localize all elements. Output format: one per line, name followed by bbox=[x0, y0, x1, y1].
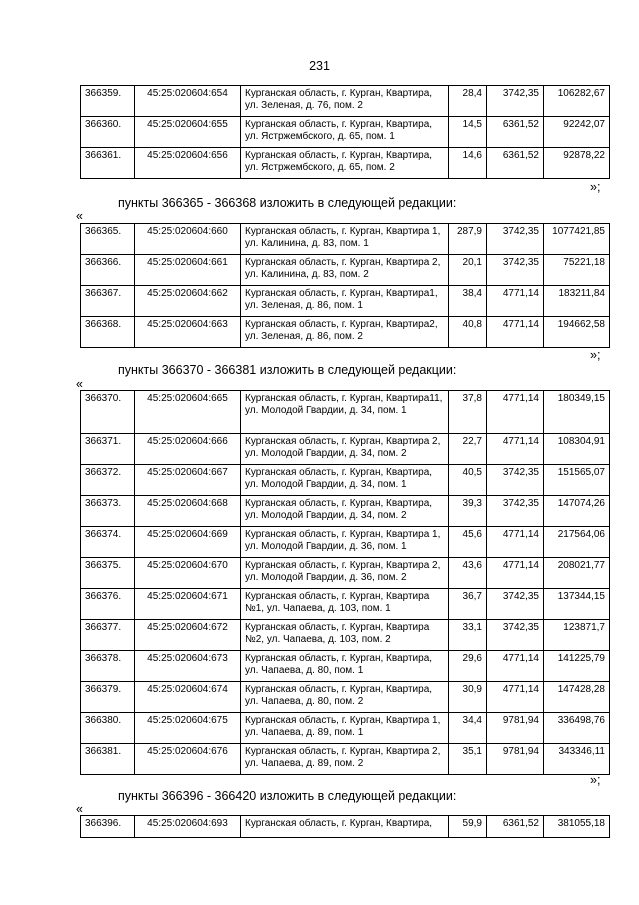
cadastral-number: 45:25:020604:666 bbox=[135, 434, 241, 465]
price: 6361,52 bbox=[487, 117, 544, 148]
table-row bbox=[81, 117, 610, 148]
price: 3742,35 bbox=[487, 589, 544, 620]
area: 28,4 bbox=[449, 86, 487, 117]
price: 4771,14 bbox=[487, 434, 544, 465]
price: 3742,35 bbox=[487, 255, 544, 286]
row-number: 366371. bbox=[81, 434, 135, 465]
table-section-3 bbox=[80, 390, 610, 775]
price: 3742,35 bbox=[487, 465, 544, 496]
area: 40,8 bbox=[449, 317, 487, 348]
area: 38,4 bbox=[449, 286, 487, 317]
total-value: 92878,22 bbox=[544, 148, 610, 179]
area: 30,9 bbox=[449, 682, 487, 713]
cadastral-number: 45:25:020604:662 bbox=[135, 286, 241, 317]
table-row bbox=[81, 465, 610, 496]
price: 3742,35 bbox=[487, 224, 544, 255]
row-number: 366380. bbox=[81, 713, 135, 744]
section-heading: пункты 366396 - 366420 изложить в следующей редакции: bbox=[118, 789, 457, 803]
row-number: 366366. bbox=[81, 255, 135, 286]
table-row bbox=[81, 682, 610, 713]
total-value: 106282,67 bbox=[544, 86, 610, 117]
row-number: 366375. bbox=[81, 558, 135, 589]
row-number: 366378. bbox=[81, 651, 135, 682]
price: 4771,14 bbox=[487, 558, 544, 589]
address: Курганская область, г. Курган, Квартира, ул. Молодой Гвардии, д. 34, пом. 2 bbox=[241, 496, 449, 527]
table-row bbox=[81, 255, 610, 286]
table-row bbox=[81, 496, 610, 527]
total-value: 137344,15 bbox=[544, 589, 610, 620]
address: Курганская область, г. Курган, Квартира 2, ул. Калинина, д. 83, пом. 2 bbox=[241, 255, 449, 286]
total-value: 343346,11 bbox=[544, 744, 610, 775]
row-number: 366379. bbox=[81, 682, 135, 713]
area: 14,5 bbox=[449, 117, 487, 148]
cadastral-number: 45:25:020604:672 bbox=[135, 620, 241, 651]
area: 40,5 bbox=[449, 465, 487, 496]
price: 9781,94 bbox=[487, 713, 544, 744]
area: 36,7 bbox=[449, 589, 487, 620]
total-value: 141225,79 bbox=[544, 651, 610, 682]
closing-quote: »; bbox=[590, 180, 601, 194]
area: 20,1 bbox=[449, 255, 487, 286]
cadastral-number: 45:25:020604:668 bbox=[135, 496, 241, 527]
area: 14,6 bbox=[449, 148, 487, 179]
table-section-1 bbox=[80, 85, 610, 179]
price: 9781,94 bbox=[487, 744, 544, 775]
cadastral-number: 45:25:020604:663 bbox=[135, 317, 241, 348]
table-row bbox=[81, 224, 610, 255]
row-number: 366360. bbox=[81, 117, 135, 148]
section-heading: пункты 366370 - 366381 изложить в следующей редакции: bbox=[118, 363, 457, 377]
address: Курганская область, г. Курган, Квартира, ул. Ястржембского, д. 65, пом. 2 bbox=[241, 148, 449, 179]
cadastral-number: 45:25:020604:656 bbox=[135, 148, 241, 179]
opening-quote: « bbox=[76, 377, 83, 391]
cadastral-number: 45:25:020604:676 bbox=[135, 744, 241, 775]
price: 4771,14 bbox=[487, 391, 544, 434]
cadastral-number: 45:25:020604:667 bbox=[135, 465, 241, 496]
address: Курганская область, г. Курган, Квартира №2, ул. Чапаева, д. 103, пом. 2 bbox=[241, 620, 449, 651]
cadastral-number: 45:25:020604:660 bbox=[135, 224, 241, 255]
closing-quote: »; bbox=[590, 773, 601, 787]
area: 34,4 bbox=[449, 713, 487, 744]
total-value: 336498,76 bbox=[544, 713, 610, 744]
address: Курганская область, г. Курган, Квартира, ул. Ястржембского, д. 65, пом. 1 bbox=[241, 117, 449, 148]
price: 3742,35 bbox=[487, 86, 544, 117]
row-number: 366361. bbox=[81, 148, 135, 179]
opening-quote: « bbox=[76, 209, 83, 223]
table-row bbox=[81, 527, 610, 558]
row-number: 366377. bbox=[81, 620, 135, 651]
row-number: 366381. bbox=[81, 744, 135, 775]
table-row bbox=[81, 744, 610, 775]
closing-quote: »; bbox=[590, 348, 601, 362]
total-value: 123871,7 bbox=[544, 620, 610, 651]
cadastral-number: 45:25:020604:671 bbox=[135, 589, 241, 620]
cadastral-number: 45:25:020604:673 bbox=[135, 651, 241, 682]
total-value: 217564,06 bbox=[544, 527, 610, 558]
address: Курганская область, г. Курган, Квартира №1, ул. Чапаева, д. 103, пом. 1 bbox=[241, 589, 449, 620]
address: Курганская область, г. Курган, Квартира, ул. Чапаева, д. 80, пом. 1 bbox=[241, 651, 449, 682]
total-value: 108304,91 bbox=[544, 434, 610, 465]
table-row bbox=[81, 816, 610, 838]
address: Курганская область, г. Курган, Квартира, ул. Чапаева, д. 80, пом. 2 bbox=[241, 682, 449, 713]
area: 287,9 bbox=[449, 224, 487, 255]
total-value: 208021,77 bbox=[544, 558, 610, 589]
address: Курганская область, г. Курган, Квартира2, ул. Зеленая, д. 86, пом. 2 bbox=[241, 317, 449, 348]
address: Курганская область, г. Курган, Квартира, ул. Зеленая, д. 76, пом. 2 bbox=[241, 86, 449, 117]
cadastral-number: 45:25:020604:670 bbox=[135, 558, 241, 589]
area: 45,6 bbox=[449, 527, 487, 558]
total-value: 147428,28 bbox=[544, 682, 610, 713]
row-number: 366367. bbox=[81, 286, 135, 317]
table-row bbox=[81, 391, 610, 434]
price: 4771,14 bbox=[487, 317, 544, 348]
table-row bbox=[81, 86, 610, 117]
price: 4771,14 bbox=[487, 286, 544, 317]
cadastral-number: 45:25:020604:669 bbox=[135, 527, 241, 558]
opening-quote: « bbox=[76, 802, 83, 816]
address: Курганская область, г. Курган, Квартира 2, ул. Молодой Гвардии, д. 36, пом. 2 bbox=[241, 558, 449, 589]
price: 6361,52 bbox=[487, 148, 544, 179]
cadastral-number: 45:25:020604:661 bbox=[135, 255, 241, 286]
row-number: 366365. bbox=[81, 224, 135, 255]
table-row bbox=[81, 713, 610, 744]
area: 22,7 bbox=[449, 434, 487, 465]
total-value: 180349,15 bbox=[544, 391, 610, 434]
address: Курганская область, г. Курган, Квартира 2, ул. Чапаева, д. 89, пом. 2 bbox=[241, 744, 449, 775]
table-section-2 bbox=[80, 223, 610, 348]
row-number: 366376. bbox=[81, 589, 135, 620]
address: Курганская область, г. Курган, Квартира1, ул. Зеленая, д. 86, пом. 1 bbox=[241, 286, 449, 317]
total-value: 1077421,85 bbox=[544, 224, 610, 255]
row-number: 366374. bbox=[81, 527, 135, 558]
row-number: 366396. bbox=[81, 816, 135, 838]
section-heading: пункты 366365 - 366368 изложить в следующей редакции: bbox=[118, 196, 457, 210]
address: Курганская область, г. Курган, Квартира 1, ул. Калинина, д. 83, пом. 1 bbox=[241, 224, 449, 255]
address: Курганская область, г. Курган, Квартира, bbox=[241, 816, 449, 838]
table-row bbox=[81, 434, 610, 465]
price: 3742,35 bbox=[487, 620, 544, 651]
area: 33,1 bbox=[449, 620, 487, 651]
table-row bbox=[81, 148, 610, 179]
total-value: 147074,26 bbox=[544, 496, 610, 527]
address: Курганская область, г. Курган, Квартира 2, ул. Молодой Гвардии, д. 34, пом. 2 bbox=[241, 434, 449, 465]
price: 6361,52 bbox=[487, 816, 544, 838]
address: Курганская область, г. Курган, Квартира 1, ул. Молодой Гвардии, д. 36, пом. 1 bbox=[241, 527, 449, 558]
table-section-4 bbox=[80, 815, 610, 838]
cadastral-number: 45:25:020604:674 bbox=[135, 682, 241, 713]
price: 3742,35 bbox=[487, 496, 544, 527]
address: Курганская область, г. Курган, Квартира11, ул. Молодой Гвардии, д. 34, пом. 1 bbox=[241, 391, 449, 434]
area: 43,6 bbox=[449, 558, 487, 589]
total-value: 75221,18 bbox=[544, 255, 610, 286]
price: 4771,14 bbox=[487, 527, 544, 558]
price: 4771,14 bbox=[487, 682, 544, 713]
area: 29,6 bbox=[449, 651, 487, 682]
table-row bbox=[81, 589, 610, 620]
total-value: 183211,84 bbox=[544, 286, 610, 317]
cadastral-number: 45:25:020604:655 bbox=[135, 117, 241, 148]
table-row bbox=[81, 558, 610, 589]
area: 37,8 bbox=[449, 391, 487, 434]
price: 4771,14 bbox=[487, 651, 544, 682]
row-number: 366372. bbox=[81, 465, 135, 496]
table-row bbox=[81, 317, 610, 348]
cadastral-number: 45:25:020604:693 bbox=[135, 816, 241, 838]
area: 39,3 bbox=[449, 496, 487, 527]
cadastral-number: 45:25:020604:654 bbox=[135, 86, 241, 117]
table-row bbox=[81, 286, 610, 317]
row-number: 366370. bbox=[81, 391, 135, 434]
total-value: 92242,07 bbox=[544, 117, 610, 148]
table-row bbox=[81, 620, 610, 651]
total-value: 194662,58 bbox=[544, 317, 610, 348]
cadastral-number: 45:25:020604:675 bbox=[135, 713, 241, 744]
cadastral-number: 45:25:020604:665 bbox=[135, 391, 241, 434]
table-row bbox=[81, 651, 610, 682]
total-value: 151565,07 bbox=[544, 465, 610, 496]
page-number: 231 bbox=[309, 59, 330, 73]
total-value: 381055,18 bbox=[544, 816, 610, 838]
area: 35,1 bbox=[449, 744, 487, 775]
row-number: 366373. bbox=[81, 496, 135, 527]
row-number: 366368. bbox=[81, 317, 135, 348]
row-number: 366359. bbox=[81, 86, 135, 117]
address: Курганская область, г. Курган, Квартира, ул. Молодой Гвардии, д. 34, пом. 1 bbox=[241, 465, 449, 496]
area: 59,9 bbox=[449, 816, 487, 838]
address: Курганская область, г. Курган, Квартира 1, ул. Чапаева, д. 89, пом. 1 bbox=[241, 713, 449, 744]
